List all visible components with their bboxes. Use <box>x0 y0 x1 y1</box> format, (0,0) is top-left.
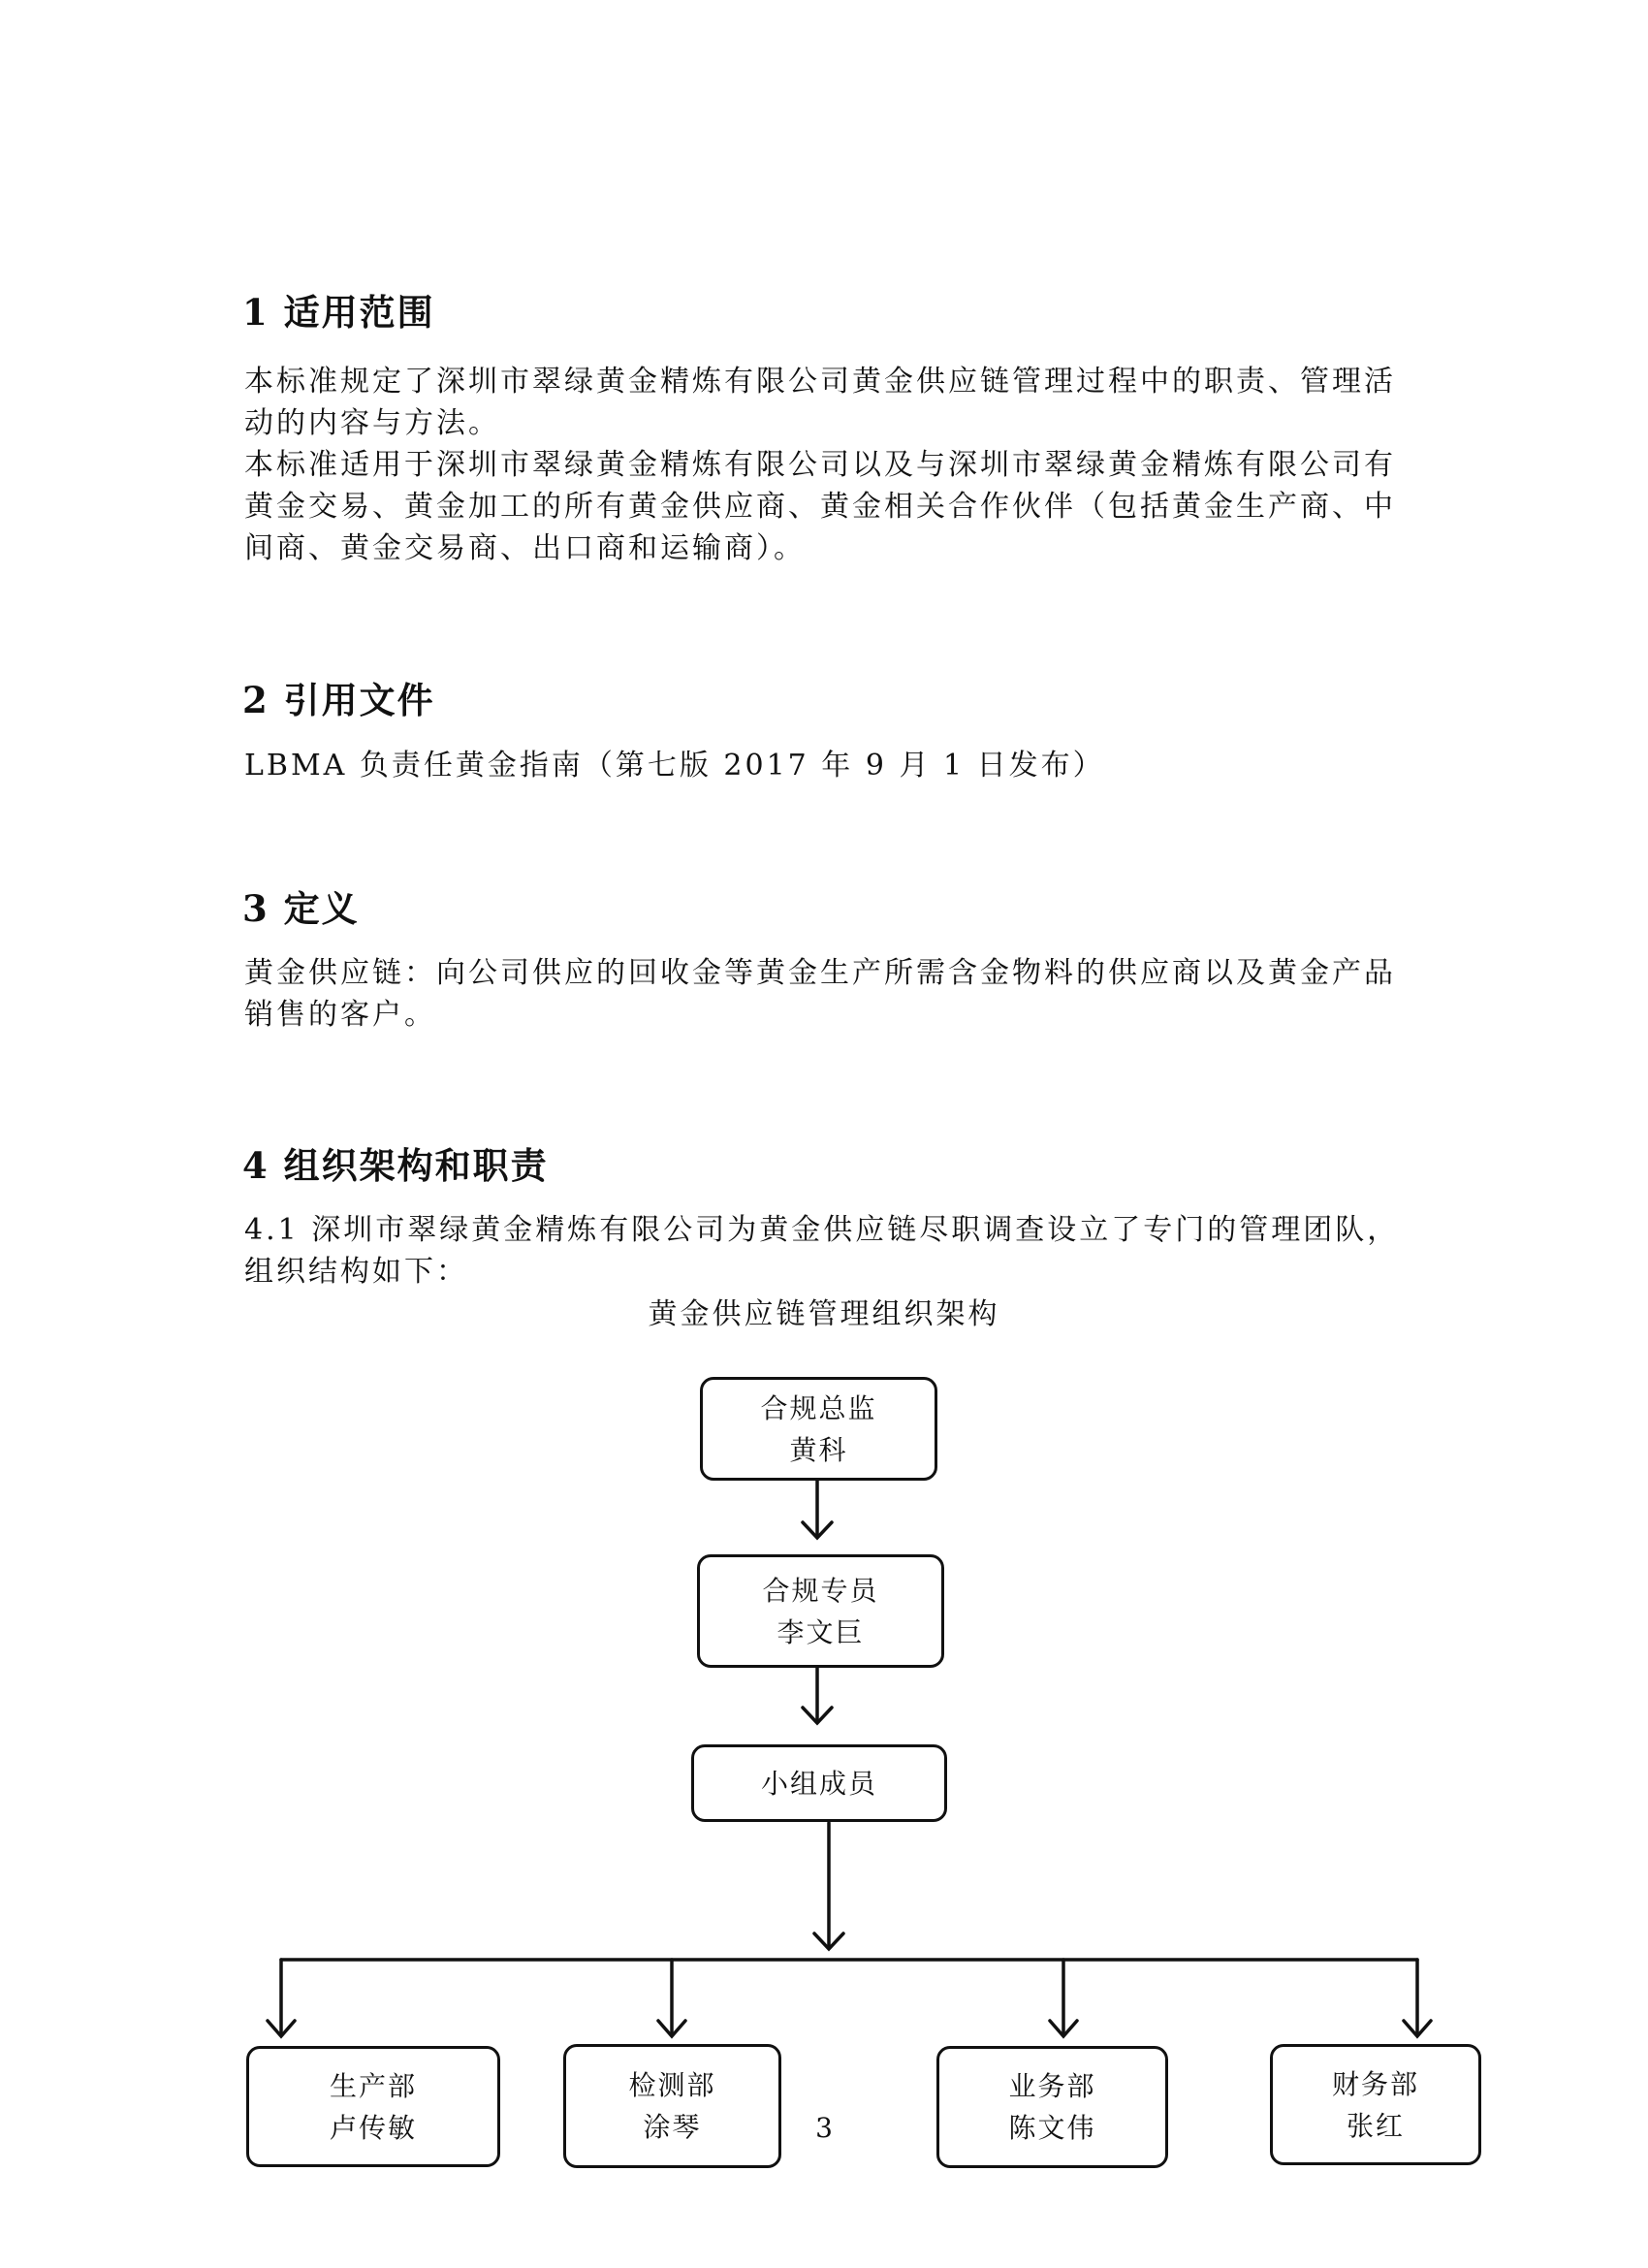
node-production <box>246 2046 500 2167</box>
section-4-paragraph: 4.1 深圳市翠绿黄金精炼有限公司为黄金供应链尽职调查设立了专门的管理团队，组织结构如下： <box>244 1213 1400 1289</box>
section-3-paragraph: 黄金供应链：向公司供应的回收金等黄金生产所需含金物料的供应商以及黄金产品销售的客户。 <box>244 956 1396 1032</box>
node-finance <box>1270 2044 1481 2165</box>
node-production-name: 卢传敏 <box>329 2111 417 2144</box>
section-4-title: 4 组织架构和职责 <box>242 1144 549 1187</box>
section-2-title: 2 引用文件 <box>242 679 435 721</box>
section-1-paragraph-1: 本标准规定了深圳市翠绿黄金精炼有限公司黄金供应链管理过程中的职责、管理活动的内容与方法。 <box>244 365 1396 440</box>
section-1-title: 1 适用范围 <box>242 291 435 334</box>
node-business-name: 陈文伟 <box>1008 2112 1096 2144</box>
section-1-paragraph-2: 本标准适用于深圳市翠绿黄金精炼有限公司以及与深圳市翠绿黄金精炼有限公司有黄金交易、黄金加工的所有黄金供应商、黄金相关合作伙伴（包括黄金生产商、中间商、黄金交易商、出口商和运输商）。 <box>244 448 1396 565</box>
node-testing-name: 涂琴 <box>643 2111 702 2143</box>
org-chart-title: 黄金供应链管理组织架构 <box>648 1297 1000 1331</box>
node-compliance-director <box>700 1377 937 1481</box>
node-compliance-officer-role: 合规专员 <box>762 1574 879 1607</box>
node-compliance-officer-name: 李文巨 <box>776 1615 865 1648</box>
section-2-paragraph: LBMA 负责任黄金指南（第七版 2017 年 9 月 1 日发布） <box>244 749 1105 783</box>
node-compliance-director-role: 合规总监 <box>760 1391 877 1424</box>
node-finance-name: 张红 <box>1346 2109 1405 2142</box>
node-testing <box>563 2044 781 2168</box>
page-number: 3 <box>815 2112 833 2144</box>
node-finance-role: 财务部 <box>1331 2067 1419 2100</box>
node-production-role: 生产部 <box>329 2069 417 2102</box>
section-3-title: 3 定义 <box>242 887 360 930</box>
node-business <box>936 2046 1168 2168</box>
node-team-members <box>691 1744 947 1822</box>
node-team-members-role: 小组成员 <box>760 1767 877 1800</box>
node-business-role: 业务部 <box>1008 2070 1096 2102</box>
node-testing-role: 检测部 <box>628 2069 716 2101</box>
node-compliance-officer <box>697 1554 944 1668</box>
node-compliance-director-name: 黄科 <box>789 1433 848 1466</box>
